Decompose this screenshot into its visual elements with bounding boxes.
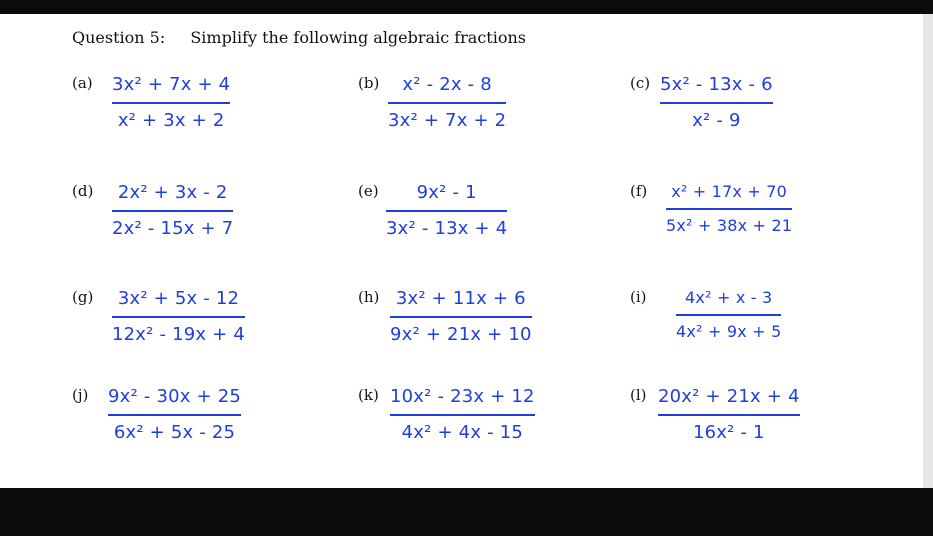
numerator: 3x² + 5x - 12 <box>117 288 240 309</box>
numerator: 9x² - 1 <box>416 182 477 203</box>
fraction <box>388 74 506 132</box>
top-dark-bar <box>0 0 933 14</box>
fraction <box>390 288 532 346</box>
fraction-bar <box>658 414 800 416</box>
denominator: x² - 9 <box>692 110 741 131</box>
denominator: 12x² - 19x + 4 <box>112 324 246 345</box>
fraction-bar <box>108 414 241 416</box>
fraction <box>390 386 535 444</box>
denominator: 4x² + 9x + 5 <box>676 322 782 341</box>
bottom-dark-bar <box>0 488 933 536</box>
fraction <box>666 182 792 236</box>
fraction <box>112 74 230 132</box>
numerator: 2x² + 3x - 2 <box>117 182 228 203</box>
fraction-bar <box>660 102 773 104</box>
problem-label: (d) <box>72 182 94 200</box>
denominator: 5x² + 38x + 21 <box>666 216 793 235</box>
fraction <box>386 182 507 240</box>
problem-label: (c) <box>630 74 651 92</box>
scrollbar-track[interactable] <box>923 14 933 488</box>
fraction <box>112 288 245 346</box>
denominator: 2x² - 15x + 7 <box>112 218 234 239</box>
numerator: 20x² + 21x + 4 <box>658 386 800 407</box>
numerator: 10x² - 23x + 12 <box>390 386 535 407</box>
fraction-bar <box>666 208 792 210</box>
denominator: 16x² - 1 <box>692 422 765 443</box>
problem-label: (g) <box>72 288 94 306</box>
numerator: x² + 17x + 70 <box>671 182 788 201</box>
problem-label: (i) <box>630 288 647 306</box>
question-number: Question 5: <box>72 28 166 47</box>
problem-label: (e) <box>358 182 379 200</box>
fraction <box>108 386 241 444</box>
numerator: x² - 2x - 8 <box>402 74 492 95</box>
problem-label: (l) <box>630 386 647 404</box>
fraction <box>112 182 233 240</box>
fraction-bar <box>390 414 535 416</box>
denominator: 4x² + 4x - 15 <box>401 422 524 443</box>
question-heading <box>72 28 526 47</box>
denominator: x² + 3x + 2 <box>117 110 225 131</box>
problem-label: (a) <box>72 74 93 92</box>
problem-label: (k) <box>358 386 379 404</box>
denominator: 3x² - 13x + 4 <box>386 218 508 239</box>
fraction-bar <box>390 316 532 318</box>
fraction-bar <box>676 314 781 316</box>
numerator: 3x² + 7x + 4 <box>112 74 231 95</box>
numerator: 3x² + 11x + 6 <box>395 288 526 309</box>
problem-label: (h) <box>358 288 380 306</box>
problem-label: (j) <box>72 386 89 404</box>
fraction-bar <box>388 102 506 104</box>
numerator: 5x² - 13x - 6 <box>660 74 773 95</box>
problem-label: (f) <box>630 182 648 200</box>
question-text: Simplify the following algebraic fractions <box>190 28 526 47</box>
numerator: 4x² + x - 3 <box>685 288 773 307</box>
fraction-bar <box>112 210 233 212</box>
problem-label: (b) <box>358 74 380 92</box>
fraction-bar <box>112 316 245 318</box>
numerator: 9x² - 30x + 25 <box>108 386 242 407</box>
denominator: 6x² + 5x - 25 <box>113 422 236 443</box>
fraction-bar <box>112 102 230 104</box>
fraction <box>676 288 781 342</box>
fraction <box>658 386 800 444</box>
fraction <box>660 74 773 132</box>
worksheet <box>0 14 923 488</box>
denominator: 9x² + 21x + 10 <box>390 324 532 345</box>
denominator: 3x² + 7x + 2 <box>388 110 507 131</box>
fraction-bar <box>386 210 507 212</box>
